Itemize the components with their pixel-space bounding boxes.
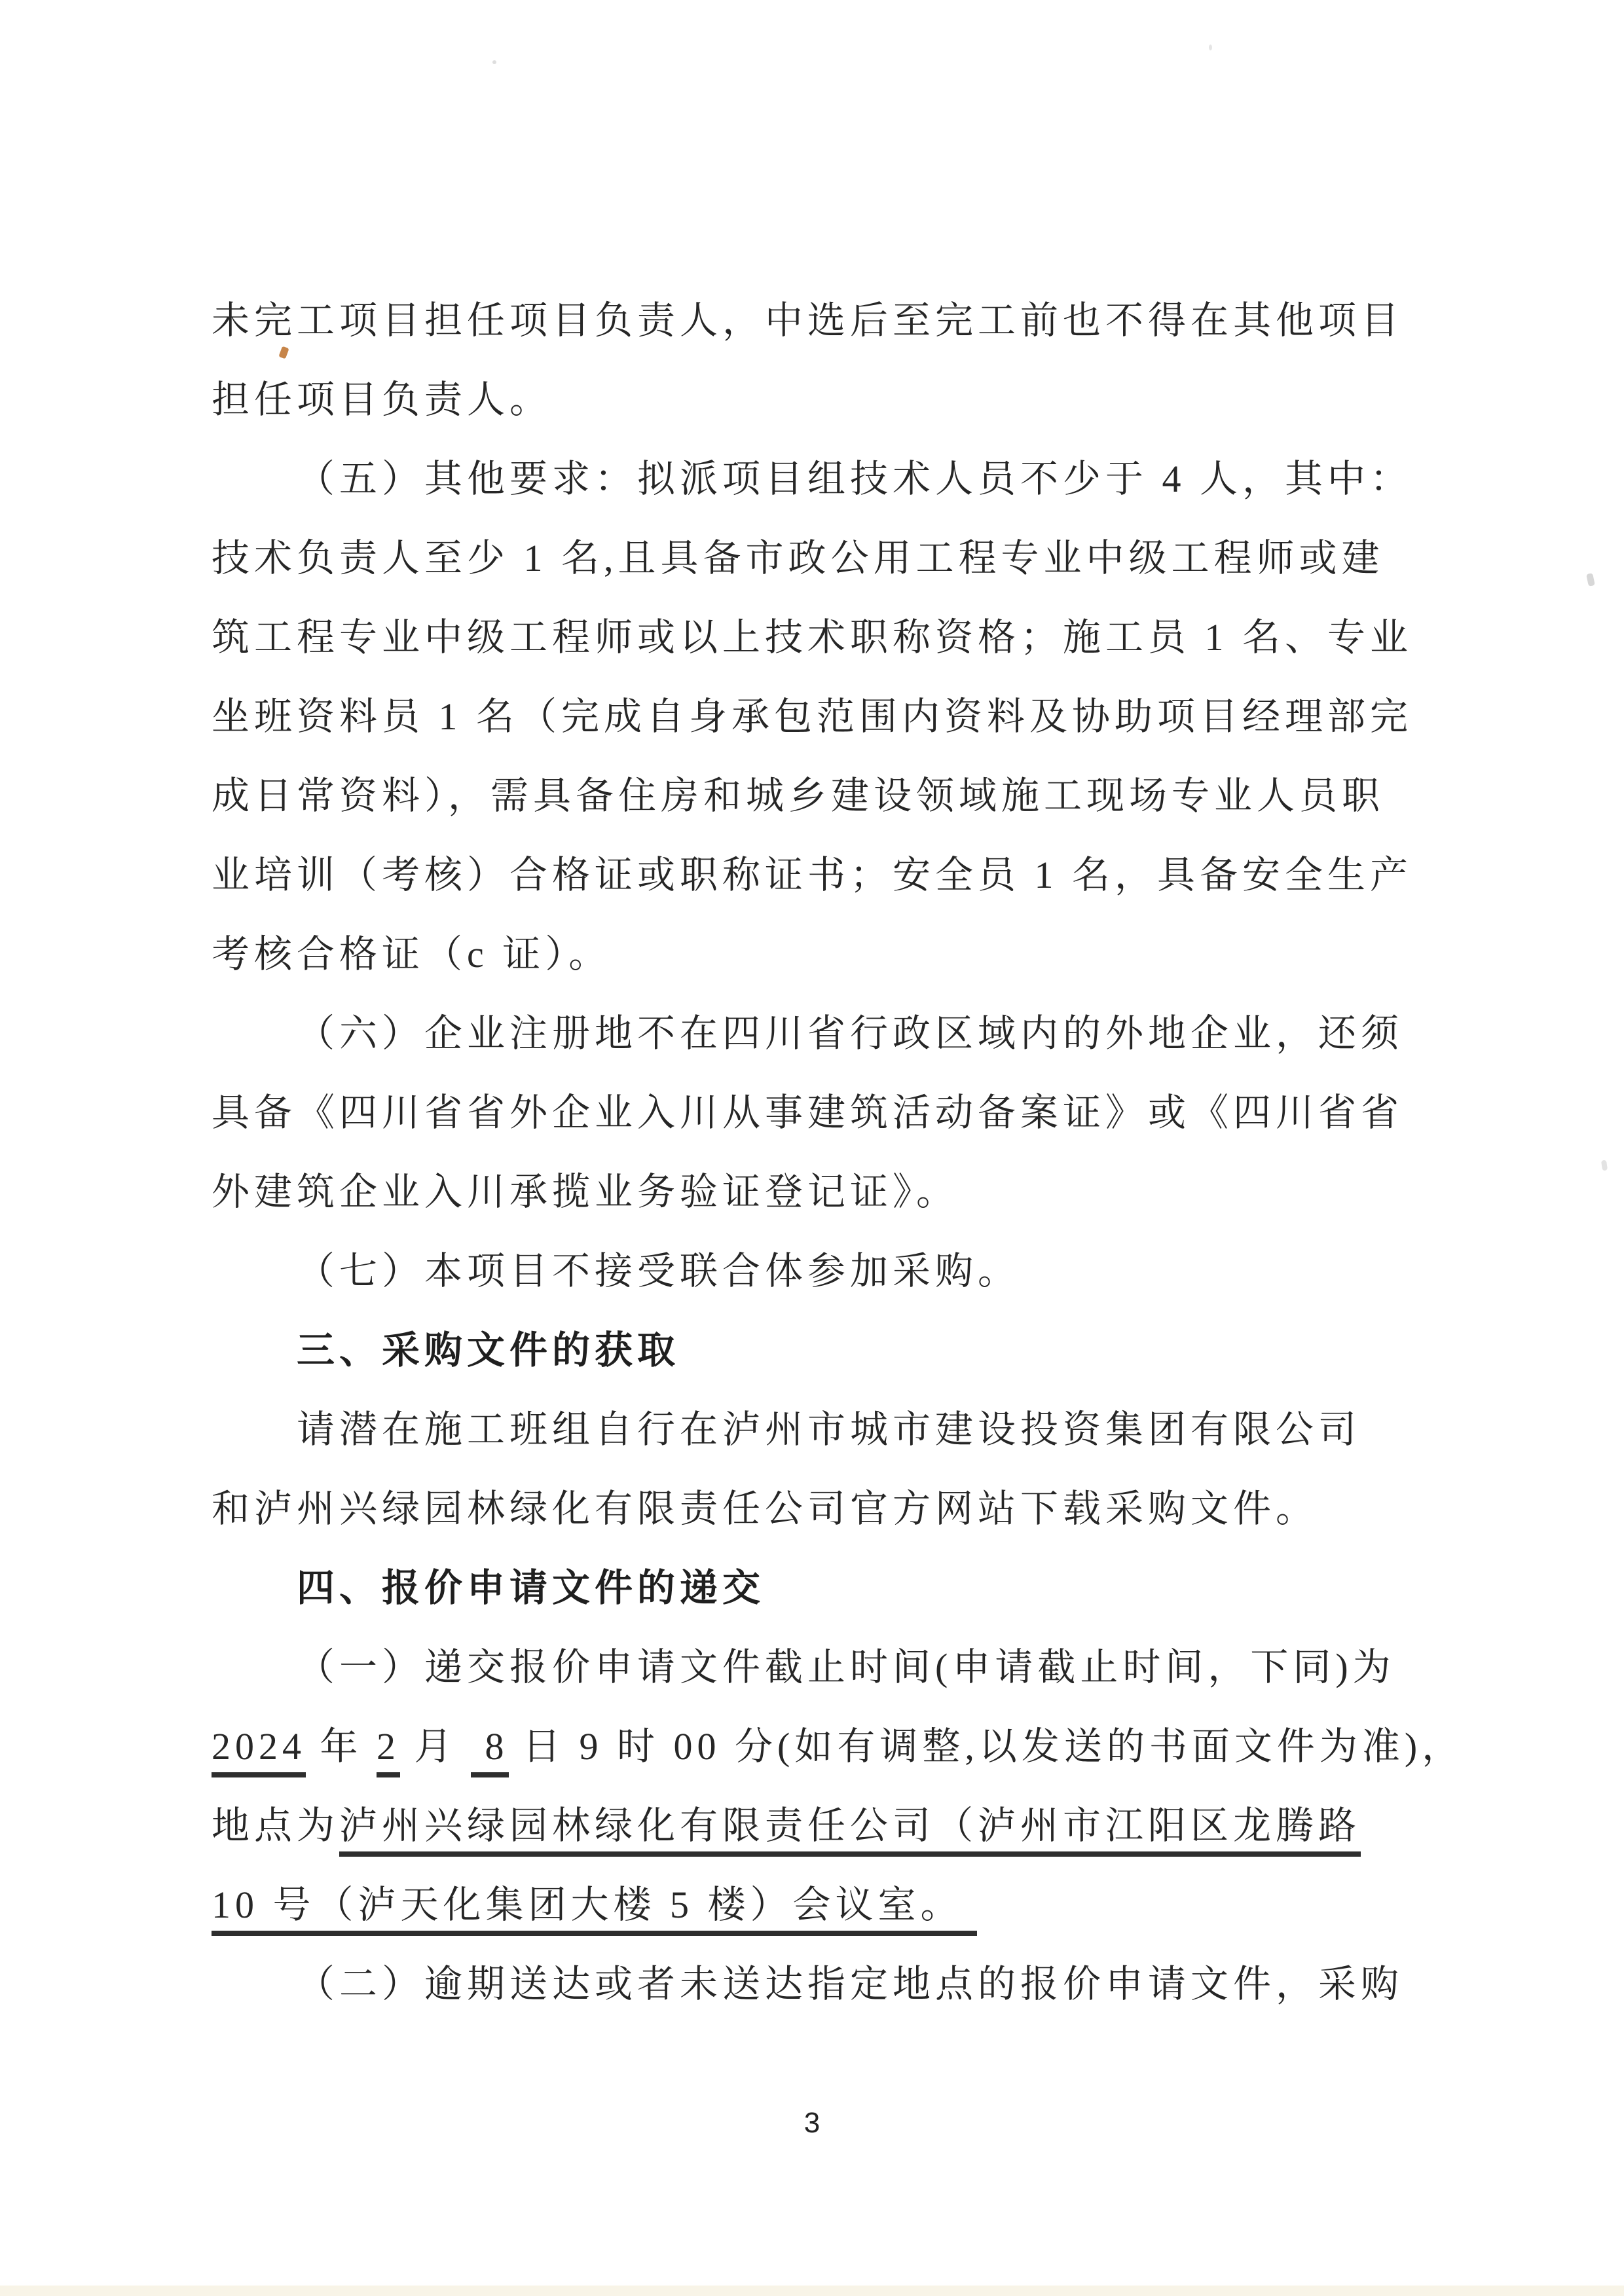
- underlined-text-run: 8: [471, 1725, 509, 1777]
- text-run: 日 9 时 00 分(如有调整,以发送的书面文件为准)，: [508, 1725, 1465, 1768]
- text-line: [212, 598, 1411, 677]
- text-run: 和泸州兴绿园林绿化有限责任公司官方网站下载采购文件。: [212, 1487, 1319, 1530]
- underlined-text-run: 10 号（泸天化集团大楼 5 楼）会议室。: [212, 1884, 977, 1936]
- text-line: [212, 1073, 1411, 1152]
- text-line: [212, 1231, 1411, 1311]
- text-run: 担任项目负责人。: [212, 378, 553, 421]
- text-run: 成日常资料），需具备住房和城乡建设领域施工现场专业人员职: [212, 774, 1385, 817]
- text-run: 具备《四川省省外企业入川从事建筑活动备案证》或《四川省省: [212, 1091, 1404, 1134]
- section-heading: [212, 1311, 1411, 1390]
- text-run: 地点为: [212, 1804, 340, 1847]
- text-run: 请潜在施工班组自行在泸州市城市建设投资集团有限公司: [297, 1408, 1361, 1451]
- text-line-venue: [212, 1786, 1411, 1865]
- text-line: [212, 360, 1411, 439]
- text-run: 坐班资料员 1 名（完成自身承包范围内资料及协助项目经理部完: [212, 695, 1413, 738]
- text-run: （七）本项目不接受联合体参加采购。: [297, 1250, 1021, 1292]
- scan-artifact: [1209, 45, 1212, 50]
- underlined-text-run: 2: [377, 1725, 400, 1777]
- text-line: [212, 1628, 1411, 1707]
- scan-artifact: [1601, 1160, 1608, 1171]
- text-run: 外建筑企业入川承揽业务验证登记证》。: [212, 1171, 959, 1213]
- text-line-deadline: [212, 1707, 1465, 1786]
- scan-artifact: [1586, 573, 1595, 587]
- text-run: （六）企业注册地不在四川省行政区域内的外地企业，还须: [297, 1012, 1404, 1055]
- scan-artifact: [0, 2286, 1624, 2296]
- text-line: [212, 281, 1411, 360]
- underlined-text-run: 2024: [212, 1725, 306, 1777]
- text-line: [212, 1469, 1411, 1548]
- text-line: [212, 994, 1411, 1073]
- text-line: [212, 915, 1411, 994]
- text-line: [212, 756, 1411, 835]
- text-line: [212, 439, 1411, 519]
- text-run: 技术负责人至少 1 名,且具备市政公用工程专业中级工程师或建: [212, 537, 1384, 579]
- text-line: [212, 835, 1411, 915]
- underlined-text-run: 泸州兴绿园林绿化有限责任公司（泸州市江阳区龙腾路: [339, 1804, 1361, 1857]
- text-run: 年: [306, 1725, 377, 1768]
- text-run: （五）其他要求：拟派项目组技术人员不少于 4 人，其中：: [297, 458, 1413, 500]
- section-heading: [212, 1548, 1411, 1628]
- text-line: [212, 1390, 1411, 1469]
- text-run: 筑工程专业中级工程师或以上技术职称资格；施工员 1 名、专业: [212, 616, 1413, 659]
- scan-artifact: [492, 60, 496, 64]
- text-line: [212, 1152, 1411, 1231]
- heading-text: 三、采购文件的获取: [297, 1329, 680, 1372]
- text-line-venue: [212, 1865, 1411, 1944]
- text-run: 业培训（考核）合格证或职称证书；安全员 1 名，具备安全生产: [212, 854, 1413, 896]
- text-run: （二）逾期送达或者未送达指定地点的报价申请文件，采购: [297, 1963, 1404, 2005]
- text-line: [212, 677, 1411, 756]
- heading-text: 四、报价申请文件的递交: [297, 1567, 766, 1609]
- text-line: [212, 1944, 1411, 2024]
- text-run: 未完工项目担任项目负责人，中选后至完工前也不得在其他项目: [212, 299, 1404, 342]
- text-run: （一）递交报价申请文件截止时间(申请截止时间，下同)为: [297, 1646, 1395, 1688]
- text-column: [212, 281, 1465, 2024]
- text-line: [212, 519, 1411, 598]
- page-number: 3: [803, 2107, 821, 2139]
- text-run: 考核合格证（c 证）。: [212, 933, 612, 975]
- text-run: 月: [400, 1725, 471, 1768]
